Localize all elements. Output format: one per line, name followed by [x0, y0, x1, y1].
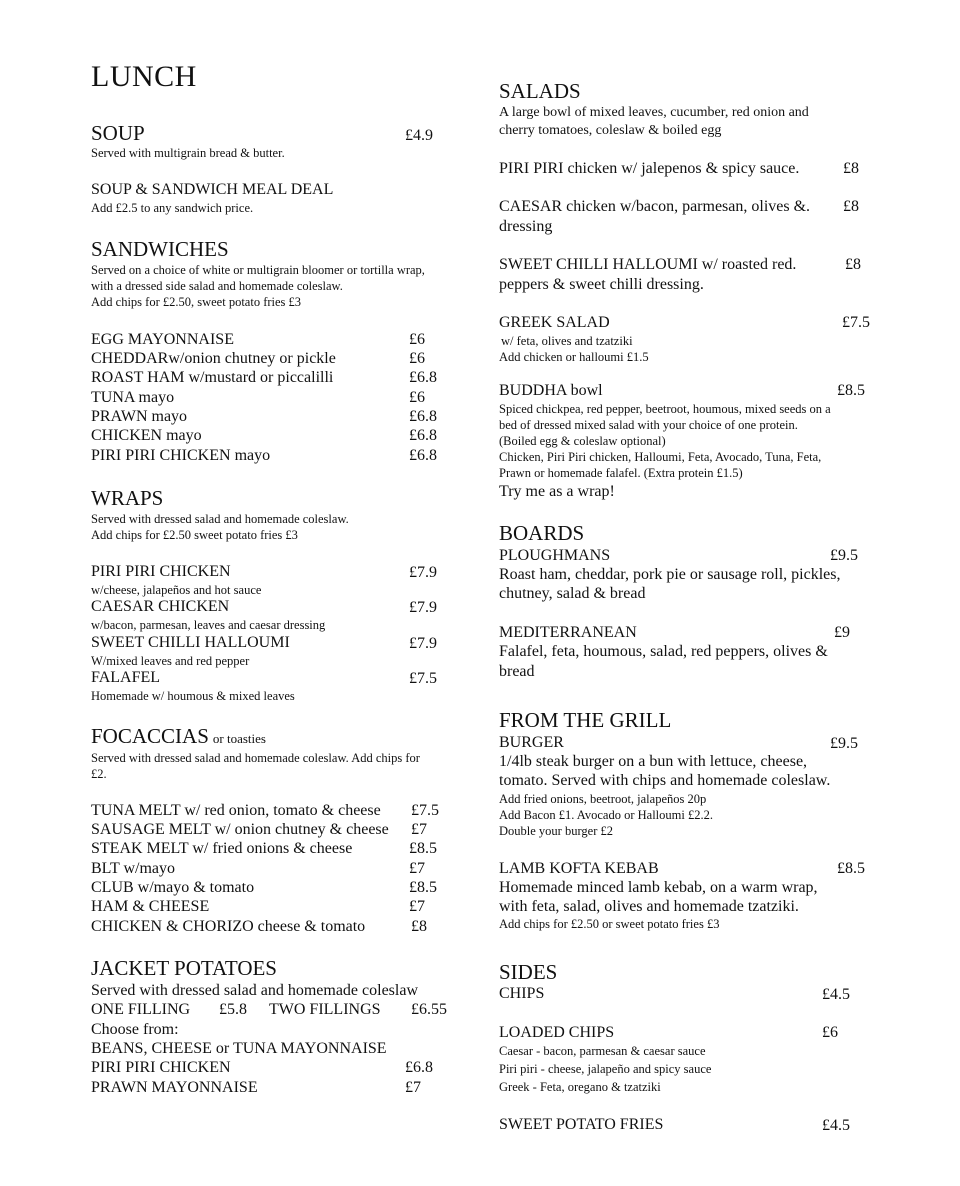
- kofta-name: LAMB KOFTA KEBAB: [499, 860, 659, 877]
- sandwich-item-price: £6.8: [409, 427, 437, 444]
- meal-deal-title: SOUP & SANDWICH MEAL DEAL: [91, 181, 334, 198]
- wraps-description-line: Served with dressed salad and homemade coleslaw.: [91, 512, 349, 526]
- sandwiches-description-line: Add chips for £2.50, sweet potato fries £3: [91, 295, 302, 309]
- focaccia-item-price: £7: [409, 860, 425, 877]
- boards-heading: BOARDS: [499, 521, 585, 545]
- focaccia-item-name: CLUB w/mayo & tomato: [91, 879, 255, 896]
- burger-price: £9.5: [830, 735, 858, 752]
- focaccia-item-name: HAM & CHEESE: [91, 898, 210, 915]
- salad-greek-addon: Add chicken or halloumi £1.5: [499, 350, 649, 364]
- wrap-item-detail: w/bacon, parmesan, leaves and caesar dressing: [91, 618, 326, 632]
- salad-halloumi-name-cont: peppers & sweet chilli dressing.: [499, 276, 704, 293]
- kofta-description-line: with feta, salad, olives and homemade tzatziki.: [499, 898, 799, 915]
- sandwich-item-name: EGG MAYONNAISE: [91, 331, 234, 348]
- grill-heading: FROM THE GRILL: [499, 708, 672, 732]
- ploughmans-price: £9.5: [830, 547, 858, 564]
- focaccia-item-price: £8: [411, 918, 427, 935]
- sandwich-item-name: TUNA mayo: [91, 389, 175, 406]
- soup-heading: SOUP: [91, 121, 145, 145]
- sandwich-item-name: PIRI PIRI CHICKEN mayo: [91, 447, 271, 464]
- buddha-bowl-detail-line: Prawn or homemade falafel. (Extra protein £1.5): [499, 466, 743, 480]
- loaded-chips-price: £6: [822, 1024, 838, 1041]
- burger-description-line: 1/4lb steak burger on a bun with lettuce, cheese,: [499, 753, 808, 770]
- chips-price: £4.5: [822, 986, 850, 1003]
- mediterranean-description-line: Falafel, feta, houmous, salad, red peppers, olives &: [499, 643, 828, 660]
- buddha-bowl-name: BUDDHA bowl: [499, 382, 603, 399]
- soup-price: £4.9: [405, 127, 433, 144]
- focaccias-heading-row: [91, 726, 266, 747]
- jacket-item-name: PIRI PIRI CHICKEN: [91, 1059, 231, 1076]
- wrap-item-name: SWEET CHILLI HALLOUMI: [91, 634, 290, 651]
- focaccia-item-name: STEAK MELT w/ fried onions & cheese: [91, 840, 353, 857]
- wrap-item-name: CAESAR CHICKEN: [91, 598, 230, 615]
- focaccia-item-name: BLT w/mayo: [91, 860, 176, 877]
- buddha-bowl-detail-line: bed of dressed mixed salad with your choice of one protein.: [499, 418, 798, 432]
- buddha-bowl-price: £8.5: [837, 382, 865, 399]
- kofta-extra: Add chips for £2.50 or sweet potato fries £3: [499, 917, 720, 931]
- sweet-potato-fries-price: £4.5: [822, 1117, 850, 1134]
- loaded-chips-option: Greek - Feta, oregano & tzatziki: [499, 1080, 661, 1094]
- wrap-item-detail: Homemade w/ houmous & mixed leaves: [91, 689, 295, 703]
- jacket-two-fillings: TWO FILLINGS: [269, 1001, 381, 1018]
- jacket-description: Served with dressed salad and homemade coleslaw: [91, 982, 419, 999]
- focaccias-description-line: £2.: [91, 767, 107, 781]
- focaccias-heading-suffix: or toasties: [212, 731, 266, 746]
- sandwiches-description-line: with a dressed side salad and homemade coleslaw.: [91, 279, 343, 293]
- page-title: LUNCH: [91, 60, 197, 93]
- jacket-two-price: £6.55: [411, 1001, 447, 1018]
- burger-name: BURGER: [499, 734, 564, 751]
- ploughmans-description-line: Roast ham, cheddar, pork pie or sausage roll, pickles,: [499, 566, 841, 583]
- wrap-item-detail: w/cheese, jalapeños and hot sauce: [91, 583, 262, 597]
- jacket-item-name: PRAWN MAYONNAISE: [91, 1079, 258, 1096]
- buddha-bowl-detail-line: Chicken, Piri Piri chicken, Halloumi, Feta, Avocado, Tuna, Feta,: [499, 450, 822, 464]
- wrap-item-price: £7.9: [409, 599, 437, 616]
- salad-caesar-name-cont: dressing: [499, 218, 553, 235]
- sandwich-item-name: CHICKEN mayo: [91, 427, 202, 444]
- ploughmans-description-line: chutney, salad & bread: [499, 585, 646, 602]
- focaccia-item-price: £8.5: [409, 879, 437, 896]
- loaded-chips-name: LOADED CHIPS: [499, 1024, 615, 1041]
- meal-deal-description: Add £2.5 to any sandwich price.: [91, 201, 254, 215]
- focaccia-item-price: £7: [411, 821, 427, 838]
- jacket-one-price: £5.8: [219, 1001, 247, 1018]
- soup-description: Served with multigrain bread & butter.: [91, 146, 285, 160]
- wraps-heading: WRAPS: [91, 486, 164, 510]
- sandwich-item-price: £6: [409, 350, 425, 367]
- wrap-item-name: PIRI PIRI CHICKEN: [91, 563, 231, 580]
- focaccia-item-price: £8.5: [409, 840, 437, 857]
- focaccia-item-name: TUNA MELT w/ red onion, tomato & cheese: [91, 802, 381, 819]
- salads-heading: SALADS: [499, 79, 581, 103]
- jacket-one-filling: ONE FILLING: [91, 1001, 191, 1018]
- sandwich-item-name: PRAWN mayo: [91, 408, 188, 425]
- salad-greek-price: £7.5: [842, 314, 870, 331]
- salads-description-line: cherry tomatoes, coleslaw & boiled egg: [499, 123, 722, 138]
- chips-name: CHIPS: [499, 985, 545, 1002]
- focaccias-heading: FOCACCIAS: [91, 724, 209, 748]
- focaccias-description-line: Served with dressed salad and homemade coleslaw. Add chips for: [91, 751, 420, 765]
- wraps-description-line: Add chips for £2.50 sweet potato fries £3: [91, 528, 298, 542]
- burger-extra-line: Double your burger £2: [499, 824, 613, 838]
- salad-caesar-name: CAESAR chicken w/bacon, parmesan, olives &.: [499, 198, 811, 215]
- burger-extra-line: Add Bacon £1. Avocado or Halloumi £2.2.: [499, 808, 713, 822]
- jacket-heading: JACKET POTATOES: [91, 956, 277, 980]
- sweet-potato-fries-name: SWEET POTATO FRIES: [499, 1116, 664, 1133]
- mediterranean-name: MEDITERRANEAN: [499, 624, 637, 641]
- mediterranean-description-line: bread: [499, 663, 535, 680]
- jacket-choose-label: Choose from:: [91, 1021, 179, 1038]
- buddha-bowl-wrap-note: Try me as a wrap!: [499, 483, 615, 500]
- wrap-item-price: £7.9: [409, 635, 437, 652]
- sandwich-item-price: £6.8: [409, 369, 437, 386]
- salad-greek-name: GREEK SALAD: [499, 314, 610, 331]
- wrap-item-name: FALAFEL: [91, 669, 161, 686]
- salad-halloumi-name: SWEET CHILLI HALLOUMI w/ roasted red.: [499, 256, 797, 273]
- wrap-item-price: £7.5: [409, 670, 437, 687]
- sandwich-item-price: £6: [409, 389, 425, 406]
- wrap-item-detail: W/mixed leaves and red pepper: [91, 654, 250, 668]
- sides-heading: SIDES: [499, 960, 558, 984]
- wrap-item-price: £7.9: [409, 564, 437, 581]
- loaded-chips-option: Caesar - bacon, parmesan & caesar sauce: [499, 1044, 706, 1058]
- salad-caesar-price: £8: [843, 198, 859, 215]
- sandwiches-description-line: Served on a choice of white or multigrain bloomer or tortilla wrap,: [91, 263, 425, 277]
- salad-piri-price: £8: [843, 160, 859, 177]
- jacket-basic-fillings: BEANS, CHEESE or TUNA MAYONNAISE: [91, 1040, 387, 1057]
- buddha-bowl-detail-line: (Boiled egg & coleslaw optional): [499, 434, 666, 448]
- mediterranean-price: £9: [834, 624, 850, 641]
- burger-extra-line: Add fried onions, beetroot, jalapeños 20p: [499, 792, 707, 806]
- kofta-description-line: Homemade minced lamb kebab, on a warm wrap,: [499, 879, 818, 896]
- sandwiches-heading: SANDWICHES: [91, 237, 229, 261]
- kofta-price: £8.5: [837, 860, 865, 877]
- ploughmans-name: PLOUGHMANS: [499, 547, 611, 564]
- sandwich-item-price: £6: [409, 331, 425, 348]
- salad-halloumi-price: £8: [845, 256, 861, 273]
- sandwich-item-price: £6.8: [409, 447, 437, 464]
- salad-greek-detail: w/ feta, olives and tzatziki: [501, 334, 633, 348]
- salad-piri-name: PIRI PIRI chicken w/ jalepenos & spicy sauce.: [499, 160, 800, 177]
- jacket-item-price: £7: [405, 1079, 421, 1096]
- burger-description-line: tomato. Served with chips and homemade coleslaw.: [499, 772, 831, 789]
- sandwich-item-name: ROAST HAM w/mustard or piccalilli: [91, 369, 334, 386]
- salads-description-line: A large bowl of mixed leaves, cucumber, red onion and: [499, 105, 809, 120]
- jacket-item-price: £6.8: [405, 1059, 433, 1076]
- focaccia-item-price: £7: [409, 898, 425, 915]
- sandwich-item-price: £6.8: [409, 408, 437, 425]
- focaccia-item-name: CHICKEN & CHORIZO cheese & tomato: [91, 918, 366, 935]
- buddha-bowl-detail-line: Spiced chickpea, red pepper, beetroot, houmous, mixed seeds on a: [499, 402, 831, 416]
- focaccia-item-price: £7.5: [411, 802, 439, 819]
- focaccia-item-name: SAUSAGE MELT w/ onion chutney & cheese: [91, 821, 389, 838]
- sandwich-item-name: CHEDDARw/onion chutney or pickle: [91, 350, 336, 367]
- loaded-chips-option: Piri piri - cheese, jalapeño and spicy sauce: [499, 1062, 712, 1076]
